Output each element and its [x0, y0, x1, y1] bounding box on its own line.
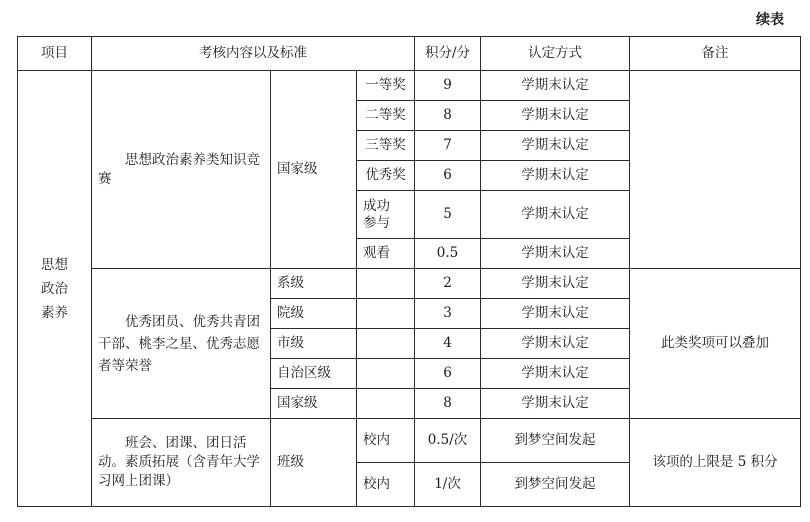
method-cell: 学期末认定 [481, 191, 630, 239]
empty-cell [357, 389, 415, 419]
points-cell: 0.5 [415, 239, 481, 269]
group2-title: 优秀团员、优秀共青团干部、桃李之星、优秀志愿者等荣誉 [92, 269, 271, 419]
continued-label: 续表 [756, 12, 784, 28]
level-cell: 院级 [271, 299, 357, 329]
scope-cell: 校内 [357, 419, 415, 463]
empty-cell [357, 329, 415, 359]
award-cell: 成功 参与 [357, 191, 415, 239]
level-cell: 市级 [271, 329, 357, 359]
award-cell: 观看 [357, 239, 415, 269]
category-cell: 思想 政治 素养 [18, 71, 92, 507]
table-row [18, 419, 801, 463]
group1-level: 国家级 [271, 71, 357, 269]
method-cell: 学期末认定 [481, 359, 630, 389]
points-cell: 5 [415, 191, 481, 239]
empty-cell [357, 269, 415, 299]
method-cell: 到梦空间发起 [481, 463, 630, 507]
header-content: 考核内容以及标准 [92, 37, 415, 71]
points-cell: 1/次 [415, 463, 481, 507]
method-cell: 学期末认定 [481, 71, 630, 101]
points-cell: 8 [415, 389, 481, 419]
method-cell: 学期末认定 [481, 101, 630, 131]
method-cell: 学期末认定 [481, 299, 630, 329]
award-cell: 二等奖 [357, 101, 415, 131]
group1-title: 思想政治素养类知识竞赛 [92, 71, 271, 269]
group3-title: 班会、团课、团日活动。素质拓展（含青年大学习网上团课） [92, 419, 271, 507]
level-cell: 国家级 [271, 389, 357, 419]
header-method: 认定方式 [481, 37, 630, 71]
group2-remark: 此类奖项可以叠加 [630, 269, 801, 419]
method-cell: 到梦空间发起 [481, 419, 630, 463]
method-cell: 学期末认定 [481, 239, 630, 269]
table-row [18, 269, 801, 299]
points-cell: 8 [415, 101, 481, 131]
method-cell: 学期末认定 [481, 131, 630, 161]
group3-remark: 该项的上限是 5 积分 [630, 419, 801, 507]
points-cell: 6 [415, 359, 481, 389]
points-cell: 9 [415, 71, 481, 101]
header-row [18, 37, 801, 71]
header-item: 项目 [18, 37, 92, 71]
group3-level: 班级 [271, 419, 357, 507]
award-cell: 三等奖 [357, 131, 415, 161]
empty-cell [357, 299, 415, 329]
method-cell: 学期末认定 [481, 329, 630, 359]
points-cell: 7 [415, 131, 481, 161]
points-cell: 2 [415, 269, 481, 299]
award-cell: 一等奖 [357, 71, 415, 101]
group1-remark [630, 71, 801, 269]
scope-cell: 校内 [357, 463, 415, 507]
level-cell: 系级 [271, 269, 357, 299]
points-cell: 4 [415, 329, 481, 359]
empty-cell [357, 359, 415, 389]
header-remark: 备注 [630, 37, 801, 71]
table-row [18, 71, 801, 101]
method-cell: 学期末认定 [481, 389, 630, 419]
points-cell: 0.5/次 [415, 419, 481, 463]
points-cell: 6 [415, 161, 481, 191]
method-cell: 学期末认定 [481, 161, 630, 191]
award-cell: 优秀奖 [357, 161, 415, 191]
level-cell: 自治区级 [271, 359, 357, 389]
method-cell: 学期末认定 [481, 269, 630, 299]
assessment-table [17, 36, 801, 507]
header-points: 积分/分 [415, 37, 481, 71]
points-cell: 3 [415, 299, 481, 329]
